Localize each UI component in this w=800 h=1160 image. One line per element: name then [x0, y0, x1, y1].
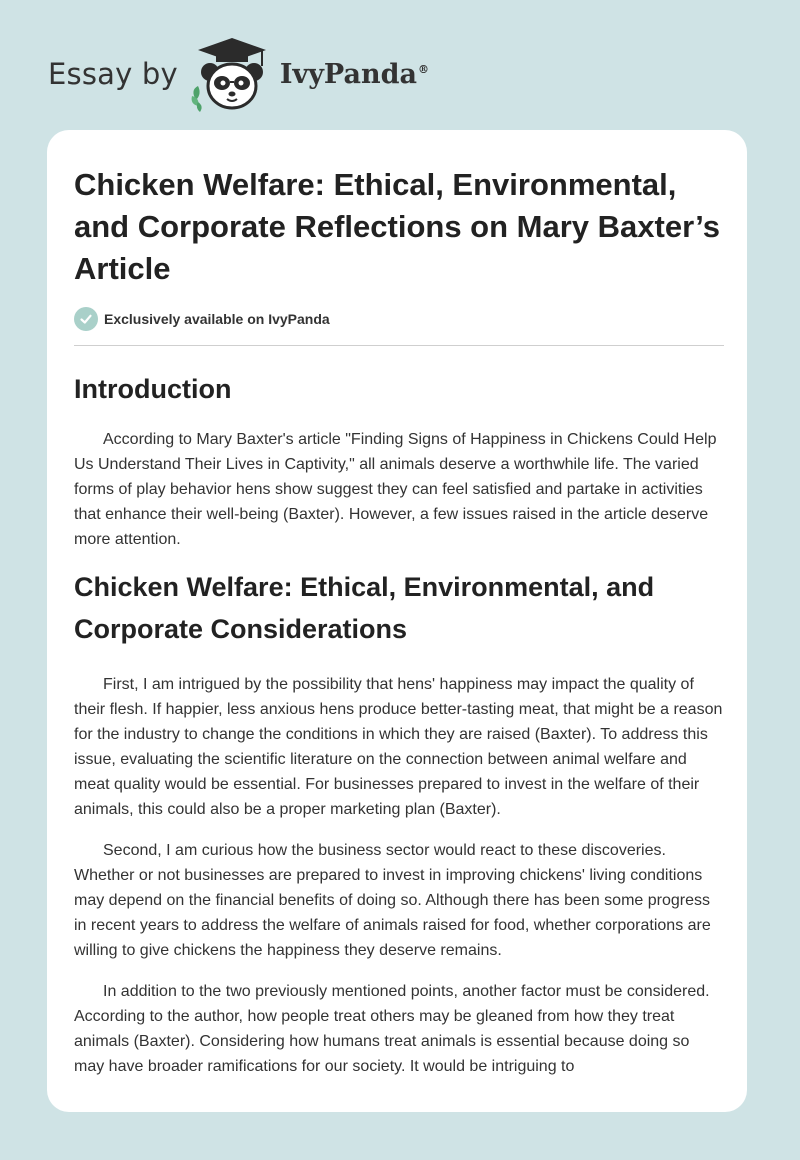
article-card — [47, 130, 747, 1112]
site-header — [48, 34, 429, 114]
paragraph: Second, I am curious how the business sector would react to these discoveries. Whether or not businesses are prepared to invest in improving chickens' living conditions may depend on the financial benefits of doing so. Although there has been some progress in recent years to address the welfare of animals raised for food, whether corporations are willing to give chickens the happiness they deserve remains. — [74, 842, 711, 959]
exclusive-label: Exclusively available on IvyPanda — [104, 311, 330, 327]
paragraph: First, I am intrigued by the possibility that hens' happiness may impact the quality of their flesh. If happier, less anxious hens produce better-tasting meat, that might be a reason for the industry to change the conditions in which they are raised (Baxter). To address this issue, evaluating the scientific literature on the connection between animal welfare and meat quality would be essential. For businesses prepared to invest in the welfare of their animals, this could also be a proper marketing plan (Baxter). — [74, 676, 723, 818]
section-heading: Introduction — [74, 374, 232, 404]
divider — [74, 345, 724, 346]
exclusive-badge — [74, 307, 724, 331]
registered-mark: ® — [417, 62, 429, 76]
ivypanda-logo-icon[interactable] — [186, 34, 278, 114]
article-title: Chicken Welfare: Ethical, Environmental, and Corporate Reflections on Mary Baxter’s Article — [74, 167, 720, 286]
paragraph: According to Mary Baxter's article "Finding Signs of Happiness in Chickens Could Help Us Understand Their Lives in Captivity," all animals deserve a worthwhile life. The varied forms of play behavior hens show suggest they can feel satisfied and partake in activities that enhance their well-being (Baxter). However, a few issues raised in the article deserve more attention. — [74, 431, 717, 548]
section-heading: Chicken Welfare: Ethical, Environmental, and Corporate Considerations — [74, 572, 655, 644]
brand-name: IvyPanda — [279, 58, 417, 90]
paragraph: In addition to the two previously mentioned points, another factor must be considered. According to the author, how people treat others may be gleaned from how they treat animals (Baxter). Considering how humans treat animals is essential because doing so may have broader ramifications for our society. It would be intriguing to — [74, 983, 710, 1075]
checkmark-icon — [74, 307, 98, 331]
essay-by-label: Essay by — [48, 57, 178, 91]
ivypanda-brand — [280, 59, 429, 90]
